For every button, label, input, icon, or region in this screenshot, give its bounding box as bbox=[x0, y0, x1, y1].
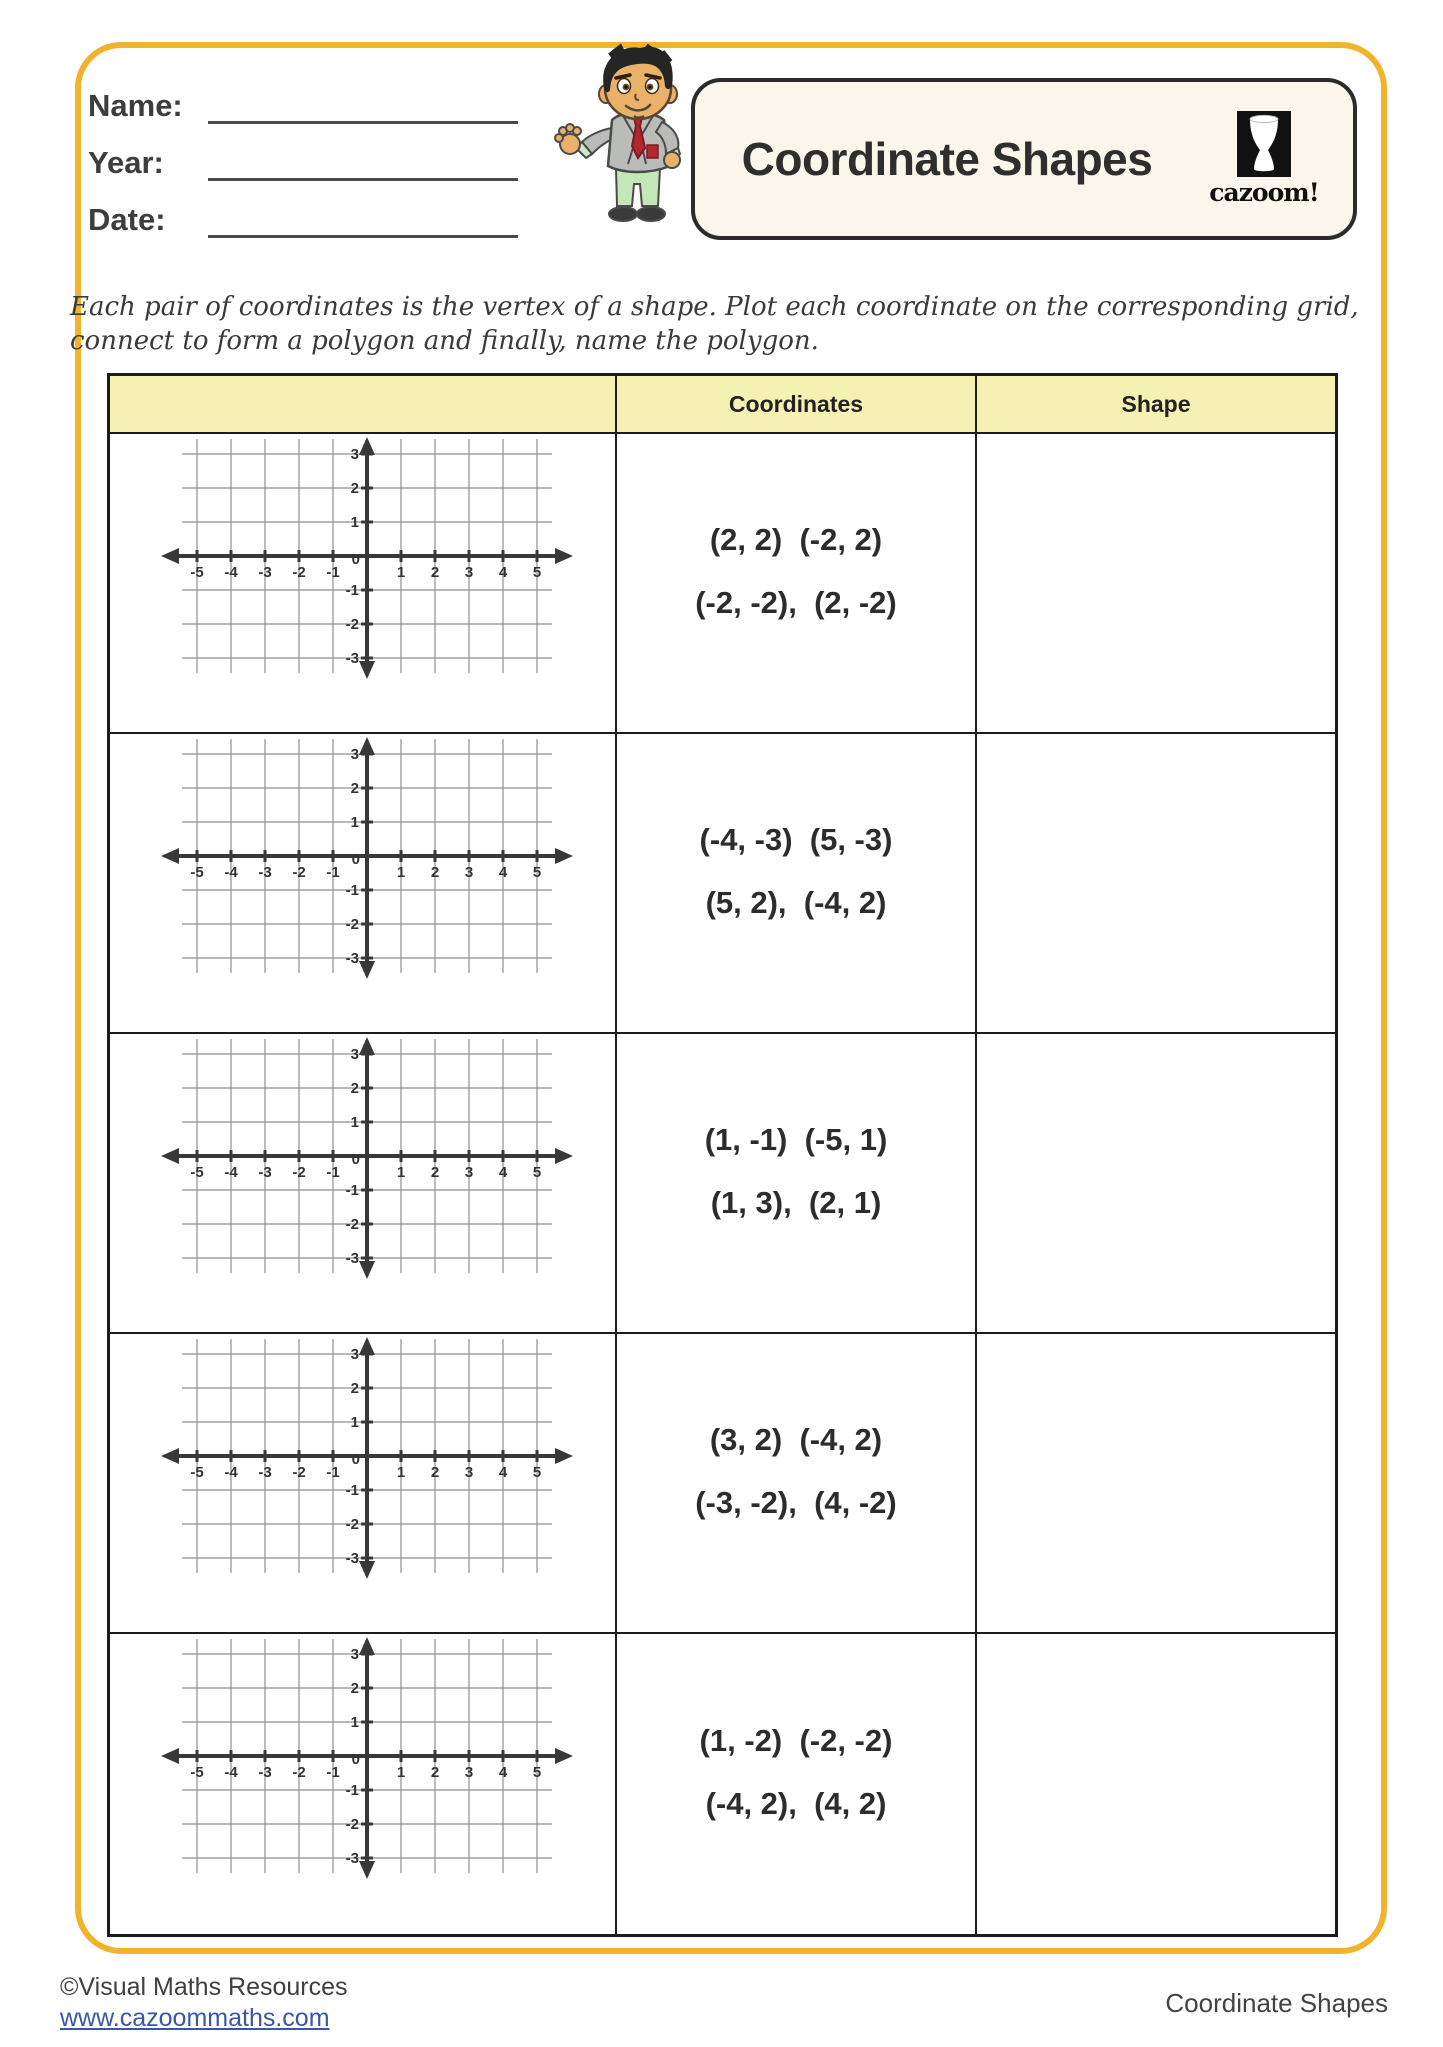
grid-cell bbox=[110, 734, 617, 1034]
svg-text:4: 4 bbox=[498, 1464, 508, 1481]
svg-text:1: 1 bbox=[350, 1414, 359, 1431]
svg-text:-2: -2 bbox=[292, 1764, 306, 1781]
shape-answer-cell[interactable] bbox=[977, 1334, 1335, 1634]
svg-text:-2: -2 bbox=[292, 1464, 306, 1481]
svg-text:-1: -1 bbox=[345, 1182, 359, 1199]
svg-text:5: 5 bbox=[532, 564, 542, 581]
svg-text:-2: -2 bbox=[292, 864, 306, 881]
svg-text:-4: -4 bbox=[224, 864, 238, 881]
svg-text:1: 1 bbox=[350, 514, 359, 531]
coordinates-cell bbox=[617, 1034, 977, 1334]
year-label: Year: bbox=[88, 145, 164, 180]
svg-text:-3: -3 bbox=[345, 1250, 359, 1267]
svg-text:-3: -3 bbox=[258, 1464, 272, 1481]
shape-answer-cell[interactable] bbox=[977, 1034, 1335, 1334]
coordinate-grid[interactable] bbox=[110, 734, 615, 1032]
date-label: Date: bbox=[88, 202, 166, 237]
coordinates-line-2: (-3, -2), (4, -2) bbox=[695, 1484, 897, 1520]
footer-doc-title: Coordinate Shapes bbox=[1165, 1988, 1388, 2018]
svg-text:4: 4 bbox=[498, 1164, 508, 1181]
svg-text:-1: -1 bbox=[345, 1782, 359, 1799]
svg-text:1: 1 bbox=[350, 1714, 359, 1731]
svg-text:1: 1 bbox=[396, 864, 406, 881]
coordinates-line-2: (-4, 2), (4, 2) bbox=[705, 1785, 887, 1821]
svg-text:0: 0 bbox=[351, 851, 360, 868]
coordinates-cell bbox=[617, 434, 977, 734]
svg-text:3: 3 bbox=[350, 1046, 359, 1063]
svg-text:2: 2 bbox=[350, 1080, 359, 1097]
svg-text:-2: -2 bbox=[345, 916, 359, 933]
year-field-row bbox=[88, 145, 518, 181]
coordinates-line-1: (1, -1) (-5, 1) bbox=[704, 1121, 888, 1157]
svg-text:2: 2 bbox=[430, 1764, 440, 1781]
svg-text:4: 4 bbox=[498, 864, 508, 881]
svg-text:3: 3 bbox=[464, 564, 474, 581]
svg-text:-2: -2 bbox=[292, 564, 306, 581]
footer-left bbox=[60, 1972, 348, 2034]
svg-text:-1: -1 bbox=[345, 1482, 359, 1499]
svg-text:-3: -3 bbox=[258, 864, 272, 881]
grid-cell bbox=[110, 1334, 617, 1634]
coordinates-column-header: Coordinates bbox=[617, 376, 977, 434]
svg-text:-3: -3 bbox=[258, 1764, 272, 1781]
name-label: Name: bbox=[88, 88, 183, 123]
coordinates-line-2: (1, 3), (2, 1) bbox=[710, 1184, 882, 1220]
coordinates-line-1: (-4, -3) (5, -3) bbox=[699, 821, 893, 857]
shape-answer-cell[interactable] bbox=[977, 734, 1335, 1034]
coordinates-line-1: (2, 2) (-2, 2) bbox=[709, 521, 883, 557]
cazoom-brand-text: cazoom! bbox=[1209, 178, 1319, 207]
svg-text:-5: -5 bbox=[190, 1164, 204, 1181]
svg-text:1: 1 bbox=[396, 1464, 406, 1481]
svg-text:-1: -1 bbox=[326, 564, 340, 581]
svg-text:0: 0 bbox=[351, 551, 360, 568]
svg-text:-4: -4 bbox=[224, 1464, 238, 1481]
svg-text:-2: -2 bbox=[345, 616, 359, 633]
coordinates-cell bbox=[617, 1634, 977, 1934]
svg-text:3: 3 bbox=[464, 1164, 474, 1181]
footer-copyright: ©Visual Maths Resources bbox=[60, 1973, 348, 2001]
svg-text:-4: -4 bbox=[224, 564, 238, 581]
website-link[interactable]: www.cazoommaths.com bbox=[60, 2004, 330, 2032]
instructions bbox=[70, 290, 1380, 358]
coordinates-line-1: (1, -2) (-2, -2) bbox=[699, 1722, 893, 1758]
instructions-line-1: Each pair of coordinates is the vertex of a shape. Plot each coordinate on the corresponding grid, bbox=[70, 292, 1359, 322]
svg-text:-4: -4 bbox=[224, 1164, 238, 1181]
name-field-row bbox=[88, 88, 518, 124]
coordinates-line-2: (-2, -2), (2, -2) bbox=[695, 584, 897, 620]
name-field-line[interactable] bbox=[208, 91, 518, 124]
svg-text:1: 1 bbox=[396, 1764, 406, 1781]
coordinates-cell bbox=[617, 734, 977, 1034]
svg-text:-2: -2 bbox=[345, 1816, 359, 1833]
shape-answer-cell[interactable] bbox=[977, 434, 1335, 734]
svg-text:1: 1 bbox=[350, 814, 359, 831]
svg-text:2: 2 bbox=[430, 864, 440, 881]
shape-column-header: Shape bbox=[977, 376, 1335, 434]
instructions-line-2: connect to form a polygon and finally, name the polygon. bbox=[70, 326, 819, 356]
svg-text:-1: -1 bbox=[326, 1164, 340, 1181]
svg-text:-3: -3 bbox=[345, 1850, 359, 1867]
svg-text:-5: -5 bbox=[190, 564, 204, 581]
year-field-line[interactable] bbox=[208, 148, 518, 181]
svg-text:2: 2 bbox=[350, 1680, 359, 1697]
svg-text:-3: -3 bbox=[258, 564, 272, 581]
svg-text:3: 3 bbox=[464, 1764, 474, 1781]
svg-text:3: 3 bbox=[350, 1646, 359, 1663]
coordinate-grid[interactable] bbox=[110, 1334, 615, 1632]
svg-text:2: 2 bbox=[430, 564, 440, 581]
svg-text:2: 2 bbox=[350, 780, 359, 797]
worksheet-table bbox=[107, 373, 1338, 1937]
svg-text:-2: -2 bbox=[292, 1164, 306, 1181]
grid-cell bbox=[110, 434, 617, 734]
svg-text:-1: -1 bbox=[345, 582, 359, 599]
svg-text:-3: -3 bbox=[345, 650, 359, 667]
svg-text:-5: -5 bbox=[190, 1464, 204, 1481]
date-field-line[interactable] bbox=[208, 205, 518, 238]
svg-text:3: 3 bbox=[350, 446, 359, 463]
svg-text:3: 3 bbox=[350, 1346, 359, 1363]
grid-cell bbox=[110, 1634, 617, 1934]
svg-text:2: 2 bbox=[430, 1464, 440, 1481]
svg-text:1: 1 bbox=[396, 1164, 406, 1181]
svg-text:0: 0 bbox=[351, 1451, 360, 1468]
svg-text:-1: -1 bbox=[345, 882, 359, 899]
svg-text:-5: -5 bbox=[190, 1764, 204, 1781]
svg-text:5: 5 bbox=[532, 864, 542, 881]
coordinates-cell bbox=[617, 1334, 977, 1634]
svg-text:4: 4 bbox=[498, 564, 508, 581]
date-field-row bbox=[88, 202, 518, 238]
svg-text:2: 2 bbox=[350, 480, 359, 497]
svg-text:-2: -2 bbox=[345, 1516, 359, 1533]
svg-text:3: 3 bbox=[464, 864, 474, 881]
svg-text:2: 2 bbox=[350, 1380, 359, 1397]
svg-text:-1: -1 bbox=[326, 1464, 340, 1481]
svg-text:-3: -3 bbox=[258, 1164, 272, 1181]
shape-answer-cell[interactable] bbox=[977, 1634, 1335, 1934]
cazoom-logo-icon bbox=[1237, 111, 1291, 177]
svg-text:-1: -1 bbox=[326, 864, 340, 881]
cazoom-logo bbox=[1189, 111, 1339, 207]
grid-cell bbox=[110, 1034, 617, 1334]
svg-text:2: 2 bbox=[430, 1164, 440, 1181]
coordinates-line-2: (5, 2), (-4, 2) bbox=[705, 884, 887, 920]
svg-text:-1: -1 bbox=[326, 1764, 340, 1781]
svg-text:0: 0 bbox=[351, 1751, 360, 1768]
coordinates-line-1: (3, 2) (-4, 2) bbox=[709, 1421, 883, 1457]
svg-text:-3: -3 bbox=[345, 950, 359, 967]
coordinate-grid[interactable] bbox=[110, 434, 615, 732]
svg-text:1: 1 bbox=[396, 564, 406, 581]
svg-text:5: 5 bbox=[532, 1164, 542, 1181]
svg-text:5: 5 bbox=[532, 1764, 542, 1781]
coordinate-grid[interactable] bbox=[110, 1034, 615, 1332]
title-box bbox=[691, 78, 1357, 240]
svg-text:3: 3 bbox=[350, 746, 359, 763]
svg-text:5: 5 bbox=[532, 1464, 542, 1481]
grid-column-header bbox=[110, 376, 617, 434]
page-title: Coordinate Shapes bbox=[741, 133, 1153, 185]
svg-text:4: 4 bbox=[498, 1764, 508, 1781]
svg-text:-2: -2 bbox=[345, 1216, 359, 1233]
svg-text:0: 0 bbox=[351, 1151, 360, 1168]
svg-text:-5: -5 bbox=[190, 864, 204, 881]
svg-text:-4: -4 bbox=[224, 1764, 238, 1781]
coordinate-grid[interactable] bbox=[110, 1634, 615, 1932]
svg-text:1: 1 bbox=[350, 1114, 359, 1131]
svg-text:-3: -3 bbox=[345, 1550, 359, 1567]
svg-text:3: 3 bbox=[464, 1464, 474, 1481]
